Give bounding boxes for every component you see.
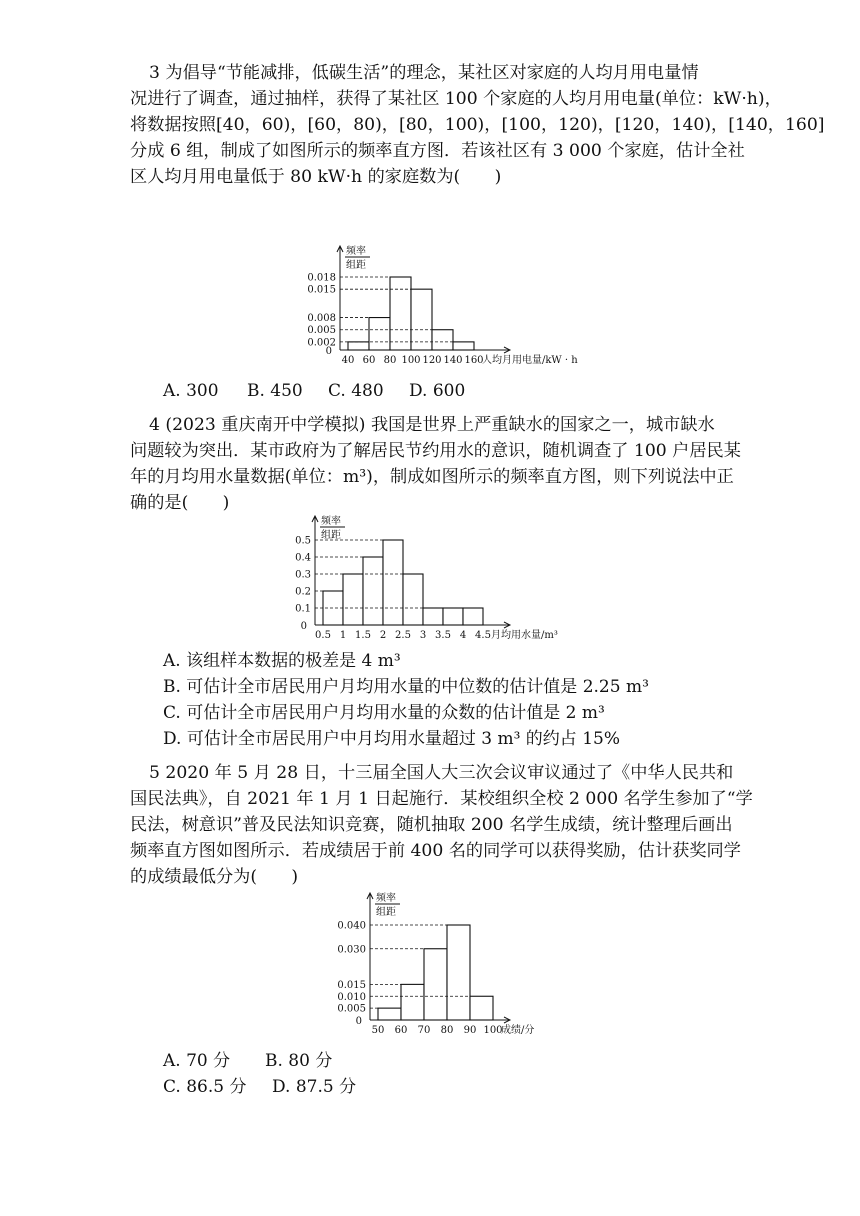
y-tick-label: 0.008 [307,313,336,325]
histogram-bar [363,557,383,625]
x-tick-label: 160 [464,355,484,366]
y-tick-label: 0.030 [337,944,366,956]
q4-option-c: C. 可估计全市居民用户月均用水量的众数的估计值是 2 m³ [163,703,605,723]
q3-option-a: A. 300 [163,381,219,401]
y-label-bottom: 组距 [346,260,366,271]
histogram-bar [383,540,403,625]
y-tick-label: 0.010 [337,991,366,1003]
q5-option-b: B. 80 分 [265,1051,333,1071]
y-tick-label: 0.040 [337,920,366,932]
q3-line-3: 将数据按照[40，60)，[60，80)，[80，100)，[100，120)，[120，140)，[140，160] [130,115,825,135]
x-tick-label: 2 [379,630,387,641]
y-tick-label: 0.018 [307,272,336,284]
origin-label: 0 [355,1016,362,1027]
x-tick-label: 40 [341,355,355,366]
x-tick-label: 3.5 [435,630,451,641]
y-label-top: 频率 [321,516,341,527]
x-axis-label: 人均月用电量/kW · h [482,355,578,366]
x-tick-label: 50 [371,1025,385,1036]
y-tick-label: 0.2 [295,586,311,598]
histogram-bar [378,1008,401,1020]
y-label-top: 频率 [376,893,396,904]
y-tick-label: 0.005 [307,325,336,337]
histogram-bar [470,996,493,1020]
x-tick-label: 100 [483,1025,503,1036]
q4-option-d: D. 可估计全市居民用户中月均用水量超过 3 m³ 的约占 15% [163,729,620,749]
histogram-bar [453,342,474,350]
histogram-bar [423,608,443,625]
x-tick-label: 60 [394,1025,408,1036]
q3-option-c: C. 480 [328,381,384,401]
x-tick-label: 80 [440,1025,454,1036]
q5-line-2: 国民法典》，自 2021 年 1 月 1 日起施行．某校组织全校 2 000 名学生参加了“学 [130,789,753,809]
q5-line-3: 民法，树意识”普及民法知识竞赛，随机抽取 200 名学生成绩，统计整理后画出 [130,815,733,835]
q4-option-b: B. 可估计全市居民用户月均用水量的中位数的估计值是 2.25 m³ [163,677,649,697]
q4-line-1: 4 (2023 重庆南开中学模拟) 我国是世界上严重缺水的国家之一，城市缺水 [149,415,715,435]
q3-option-b: B. 450 [247,381,303,401]
x-axis-label: 成绩/分 [501,1025,535,1036]
origin-label: 0 [300,621,307,632]
q4-line-4: 确的是( ) [130,493,230,513]
q3-line-2: 况进行了调查，通过抽样，获得了某社区 100 个家庭的人均月用电量(单位：kW·h)， [130,89,782,109]
histogram-scores [320,885,580,1045]
x-tick-label: 60 [362,355,376,366]
q5-option-a: A. 70 分 [163,1051,231,1071]
x-tick-label: 70 [417,1025,431,1036]
histogram-bar [411,289,432,350]
q4-line-3: 年的月均用水量数据(单位：m³)，制成如图所示的频率直方图，则下列说法中正 [130,467,734,487]
q5-line-4: 频率直方图如图所示．若成绩居于前 400 名的同学可以获得奖励，估计获奖同学 [130,841,741,861]
histogram-bar [348,342,369,350]
y-tick-label: 0.015 [307,284,336,296]
q5-option-d: D. 87.5 分 [272,1077,357,1097]
x-tick-label: 100 [401,355,421,366]
x-tick-label: 120 [422,355,442,366]
histogram-bar [369,318,390,350]
histogram-bar [443,608,463,625]
x-tick-label: 4 [459,630,467,641]
x-tick-label: 2.5 [395,630,411,641]
x-tick-label: 3 [419,630,427,641]
x-tick-label: 1.5 [355,630,371,641]
histogram-bar [463,608,483,625]
histogram-bar [432,330,453,350]
y-tick-label: 0.5 [295,535,311,547]
x-tick-label: 80 [383,355,397,366]
x-tick-label: 4.5 [475,630,491,641]
y-tick-label: 0.4 [295,552,311,564]
histogram-bar [390,277,411,350]
x-tick-label: 140 [443,355,463,366]
q3-line-1: 3 为倡导“节能减排，低碳生活”的理念，某社区对家庭的人均月用电量情 [149,63,699,83]
q3-line-5: 区人均月用电量低于 80 kW·h 的家庭数为( ) [130,167,502,187]
q5-line-5: 的成绩最低分为( ) [130,867,299,887]
histogram-bar [403,574,423,625]
histogram-bar [343,574,363,625]
y-label-bottom: 组距 [321,530,341,541]
y-tick-label: 0.015 [337,979,366,991]
y-tick-label: 0.002 [307,337,336,349]
y-tick-label: 0.005 [337,1003,366,1015]
q3-line-4: 分成 6 组，制成了如图所示的频率直方图．若该社区有 3 000 个家庭，估计全社 [130,141,745,161]
histogram-bar [401,984,424,1020]
y-label-bottom: 组距 [376,907,396,918]
histogram-water [290,510,610,645]
x-tick-label: 90 [463,1025,477,1036]
q4-line-2: 问题较为突出．某市政府为了解居民节约用水的意识，随机调查了 100 户居民某 [130,441,741,461]
histogram-electricity [290,240,610,375]
q4-option-a: A. 该组样本数据的极差是 4 m³ [163,651,401,671]
y-label-top: 频率 [346,246,366,257]
q3-option-d: D. 600 [409,381,466,401]
y-tick-label: 0.3 [295,569,311,581]
x-axis-label: 月均用水量/m³ [491,630,558,641]
histogram-bar [447,925,470,1020]
origin-label: 0 [325,346,332,357]
y-tick-label: 0.1 [295,603,311,615]
q5-option-c: C. 86.5 分 [163,1077,247,1097]
q5-line-1: 5 2020 年 5 月 28 日，十三届全国人大三次会议审议通过了《中华人民共和 [149,763,734,783]
x-tick-label: 1 [339,630,347,641]
x-tick-label: 0.5 [315,630,331,641]
histogram-bar [424,949,447,1020]
